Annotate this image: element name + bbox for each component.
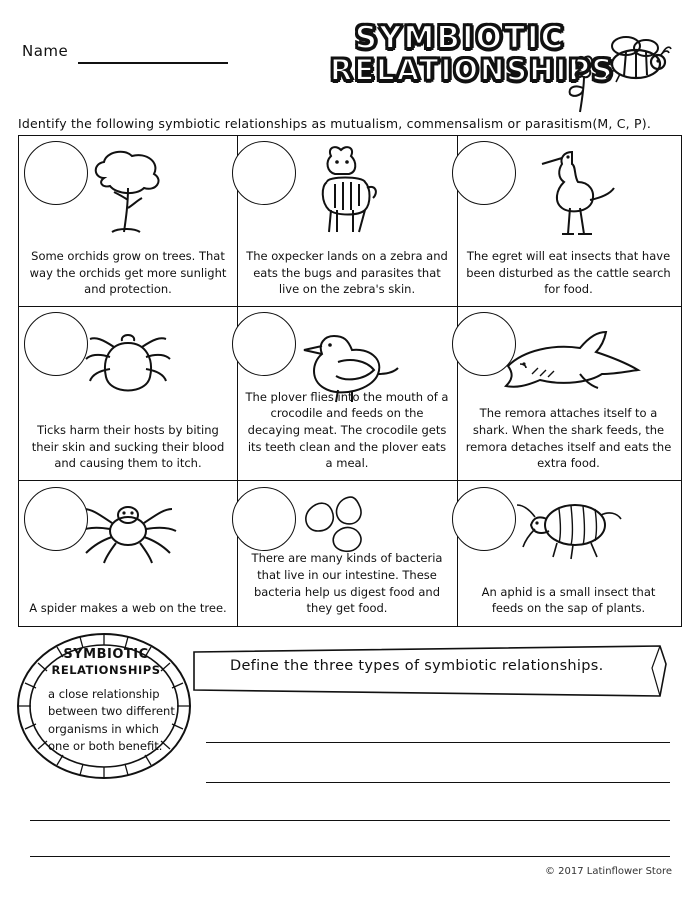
writing-line-1[interactable] [206,742,670,743]
worksheet-header [0,0,700,118]
badge-title-line2: RELATIONSHIPS [51,663,161,677]
badge-title-line1: SYMBIOTIC [63,647,149,662]
item-caption: Ticks harm their hosts by biting their skin and sucking their blood and causing them to itch. [31,422,225,471]
item-caption: The egret will eat insects that have been disturbed as the cattle search for food. [466,248,671,297]
page-title-line2: RELATIONSHIPS [330,52,615,87]
writing-line-4[interactable] [30,856,670,857]
answer-bubble-6[interactable] [452,312,516,376]
copyright-text: © 2017 Latinflower Store [544,866,672,877]
answer-bubble-3[interactable] [452,141,516,205]
item-caption: The remora attaches itself to a shark. When the shark feeds, the remora detaches itself and eats the extra food. [465,406,672,471]
item-caption: The plover flies into the mouth of a crocodile and feeds on the decaying meat. The crocodile gets its teeth clean and the plover eats a meal. [245,389,449,471]
answer-bubble-4[interactable] [24,312,88,376]
definition-badge [14,630,194,782]
item-caption: An aphid is a small insect that feeds on the sap of plants. [481,584,656,616]
answer-bubble-5[interactable] [232,312,296,376]
answer-bubble-7[interactable] [24,487,88,551]
writing-line-3[interactable] [30,820,670,821]
instruction-text: Identify the following symbiotic relationships as mutualism, commensalism or parasitism(M, C, P). [18,116,651,131]
item-caption: There are many kinds of bacteria that live in our intestine. These bacteria help us digest food and they get food. [251,551,443,616]
badge-definition: a close relationship between two different organisms in which one or both benefit. [48,687,175,753]
writing-line-2[interactable] [206,782,670,783]
define-prompt: Define the three types of symbiotic relationships. [230,658,604,674]
item-caption: The oxpecker lands on a zebra and eats the bugs and parasites that live on the zebra's skin. [246,248,448,297]
item-caption: Some orchids grow on trees. That way the orchids get more sunlight and protection. [29,248,227,297]
page-title [330,20,615,87]
name-blank-line[interactable] [78,62,228,64]
answer-bubble-8[interactable] [232,487,296,551]
name-label: Name [22,42,69,60]
page-title-line1: SYMBIOTIC [354,20,566,56]
bee-icon [600,34,672,84]
item-caption: A spider makes a web on the tree. [29,601,227,616]
items-grid [18,135,682,627]
answer-bubble-2[interactable] [232,141,296,205]
answer-bubble-1[interactable] [24,141,88,205]
define-banner [190,640,670,696]
flower-icon [560,52,604,114]
answer-bubble-9[interactable] [452,487,516,551]
